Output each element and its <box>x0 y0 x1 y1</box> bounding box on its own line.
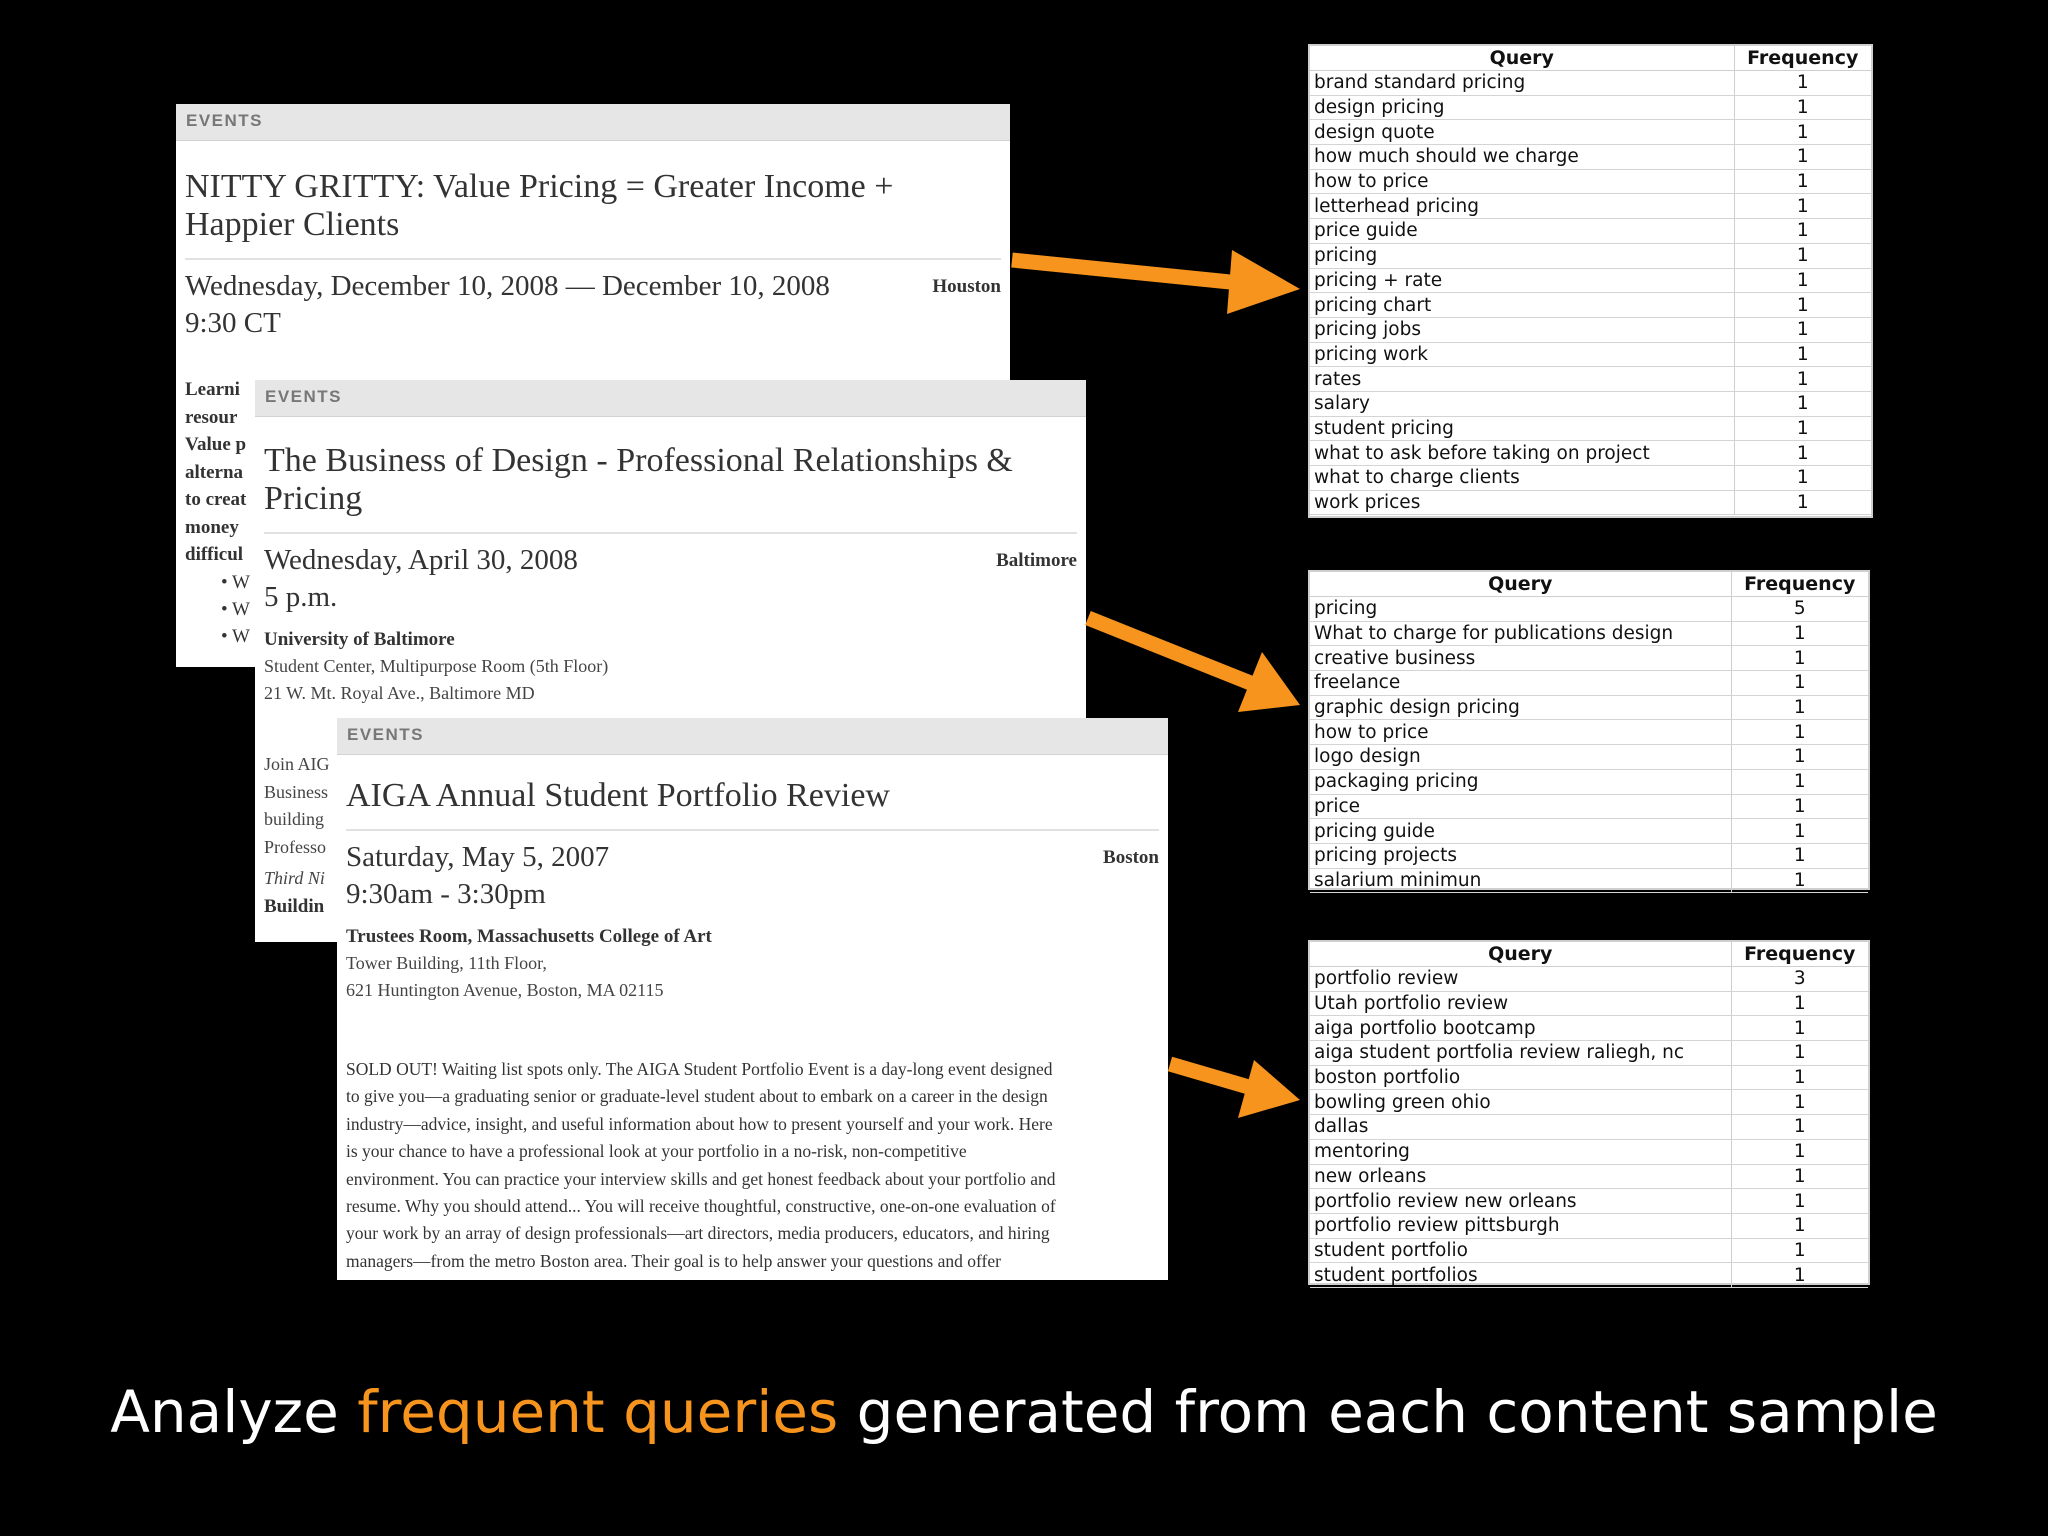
event-subheading-partial: Third Ni <box>264 868 325 888</box>
event-title[interactable]: The Business of Design - Professional Relationships & <box>264 442 1013 479</box>
query-cell: logo design <box>1310 745 1731 770</box>
column-header-query[interactable]: Query <box>1310 46 1734 71</box>
query-cell: work prices <box>1310 490 1734 515</box>
list-item: • W <box>221 571 250 593</box>
event-text-partial: Join AIG <box>264 754 330 774</box>
frequency-cell: 1 <box>1731 819 1868 844</box>
description-line: managers—from the metro Boston area. Their goal is to help answer your questions and offer <box>346 1250 1001 1271</box>
description-line: is your chance to have a professional look at your portfolio in a no-risk, non-competitive <box>346 1141 967 1162</box>
event-title[interactable]: Pricing <box>264 480 363 517</box>
event-city: Houston <box>932 276 1001 297</box>
query-cell: student portfolios <box>1310 1263 1731 1288</box>
venue-address: 21 W. Mt. Royal Ave., Baltimore MD <box>264 683 535 703</box>
event-title[interactable]: Happier Clients <box>185 206 400 243</box>
query-cell: bowling green ohio <box>1310 1090 1731 1115</box>
list-item: • W <box>221 625 250 647</box>
description-line: your work by an array of design professionals—art directors, media producers, educators, and hiring <box>346 1223 1050 1244</box>
frequency-cell: 1 <box>1731 769 1868 794</box>
frequency-cell: 3 <box>1731 967 1868 992</box>
frequency-cell: 1 <box>1731 745 1868 770</box>
query-cell: boston portfolio <box>1310 1065 1731 1090</box>
event-text-partial: Value p <box>185 434 247 455</box>
event-text-partial: alterna <box>185 461 244 483</box>
query-cell: salary <box>1310 391 1734 416</box>
frequency-cell: 1 <box>1731 1263 1868 1288</box>
frequency-cell: 1 <box>1734 268 1871 293</box>
frequency-cell: 1 <box>1734 391 1871 416</box>
event-time: 9:30am - 3:30pm <box>346 878 546 910</box>
frequency-cell: 5 <box>1731 597 1868 622</box>
caption-text: Analyze <box>110 1378 358 1446</box>
query-cell: price guide <box>1310 219 1734 244</box>
query-cell: pricing + rate <box>1310 268 1734 293</box>
frequency-cell: 1 <box>1734 466 1871 491</box>
frequency-cell: 1 <box>1734 120 1871 145</box>
query-cell: freelance <box>1310 671 1731 696</box>
description-line: to give you—a graduating senior or graduate-level student about to embark on a career in the design <box>346 1086 1048 1107</box>
event-time: 5 p.m. <box>264 581 338 613</box>
query-cell: pricing jobs <box>1310 317 1734 342</box>
frequency-cell: 1 <box>1734 169 1871 194</box>
query-cell: student portfolio <box>1310 1238 1731 1263</box>
frequency-cell: 1 <box>1731 671 1868 696</box>
query-cell: pricing <box>1310 597 1731 622</box>
events-header: EVENTS <box>255 380 1086 417</box>
arrow-right-icon <box>1012 250 1300 314</box>
frequency-cell: 1 <box>1731 1016 1868 1041</box>
venue-name: University of Baltimore <box>264 629 455 650</box>
query-cell: price <box>1310 794 1731 819</box>
event-text-partial: to creat <box>185 489 247 510</box>
query-cell: what to charge clients <box>1310 466 1734 491</box>
event-city: Boston <box>1103 847 1159 868</box>
frequency-cell: 1 <box>1734 71 1871 96</box>
frequency-cell: 1 <box>1731 1090 1868 1115</box>
event-text-partial: Professo <box>264 836 326 857</box>
event-text-partial: difficul <box>185 544 244 565</box>
venue-address: Tower Building, 11th Floor, <box>346 953 547 973</box>
frequency-cell: 1 <box>1731 1164 1868 1189</box>
query-cell: creative business <box>1310 646 1731 671</box>
query-cell: new orleans <box>1310 1164 1731 1189</box>
query-cell: pricing work <box>1310 342 1734 367</box>
query-cell: dallas <box>1310 1115 1731 1140</box>
frequency-cell: 1 <box>1734 367 1871 392</box>
description-line: resume. Why you should attend... You will receive thoughtful, constructive, one-on-one evaluation of <box>346 1196 1056 1217</box>
query-cell: graphic design pricing <box>1310 695 1731 720</box>
event-title[interactable]: AIGA Annual Student Portfolio Review <box>346 777 890 814</box>
description-line: SOLD OUT! Waiting list spots only. The AIGA Student Portfolio Event is a day-long event designed <box>346 1059 1053 1079</box>
column-header-frequency[interactable]: Frequency <box>1731 572 1868 597</box>
query-cell: portfolio review pittsburgh <box>1310 1213 1731 1238</box>
query-cell: pricing guide <box>1310 819 1731 844</box>
arrow-right-icon <box>1088 618 1300 712</box>
query-cell: rates <box>1310 367 1734 392</box>
frequency-cell: 1 <box>1731 695 1868 720</box>
query-cell: Utah portfolio review <box>1310 991 1731 1016</box>
frequency-cell: 1 <box>1731 1065 1868 1090</box>
query-cell: student pricing <box>1310 416 1734 441</box>
frequency-cell: 1 <box>1731 991 1868 1016</box>
query-cell: pricing <box>1310 243 1734 268</box>
query-cell: portfolio review <box>1310 967 1731 992</box>
query-cell: what to ask before taking on project <box>1310 441 1734 466</box>
venue-address: Student Center, Multipurpose Room (5th Floor) <box>264 656 609 676</box>
column-header-frequency[interactable]: Frequency <box>1734 46 1871 71</box>
event-text-partial: building <box>264 809 325 829</box>
frequency-cell: 1 <box>1731 1213 1868 1238</box>
frequency-cell: 1 <box>1734 342 1871 367</box>
frequency-cell: 1 <box>1731 1238 1868 1263</box>
frequency-cell: 1 <box>1731 720 1868 745</box>
frequency-cell: 1 <box>1731 1139 1868 1164</box>
event-date: Wednesday, April 30, 2008 <box>264 544 578 576</box>
slide-caption <box>0 1378 2048 1446</box>
query-cell: aiga student portfolia review raliegh, nc <box>1310 1041 1731 1066</box>
frequency-cell: 1 <box>1731 1041 1868 1066</box>
query-cell: how to price <box>1310 169 1734 194</box>
query-cell: design pricing <box>1310 95 1734 120</box>
frequency-cell: 1 <box>1734 145 1871 170</box>
frequency-cell: 1 <box>1731 868 1868 893</box>
description-line: industry—advice, insight, and useful information about how to present yourself and your work. Here <box>346 1113 1053 1134</box>
query-cell: how much should we charge <box>1310 145 1734 170</box>
arrow-right-icon <box>1170 1060 1300 1118</box>
frequency-cell: 1 <box>1731 621 1868 646</box>
frequency-cell: 1 <box>1734 95 1871 120</box>
frequency-cell: 1 <box>1734 416 1871 441</box>
frequency-cell: 1 <box>1734 219 1871 244</box>
query-cell: pricing chart <box>1310 293 1734 318</box>
query-cell: mentoring <box>1310 1139 1731 1164</box>
frequency-cell: 1 <box>1731 794 1868 819</box>
frequency-cell: 1 <box>1734 317 1871 342</box>
event-date: Wednesday, December 10, 2008 — December 10, 2008 <box>185 270 830 302</box>
query-cell: how to price <box>1310 720 1731 745</box>
event-time: 9:30 CT <box>185 307 281 339</box>
query-cell: letterhead pricing <box>1310 194 1734 219</box>
query-cell: brand standard pricing <box>1310 71 1734 96</box>
event-text-partial: Business <box>264 781 329 802</box>
frequency-cell: 1 <box>1731 1189 1868 1214</box>
query-cell: salarium minimun <box>1310 868 1731 893</box>
column-header-frequency[interactable]: Frequency <box>1731 942 1868 967</box>
event-text-partial: resour <box>185 406 238 428</box>
query-cell: portfolio review new orleans <box>1310 1189 1731 1214</box>
column-header-query[interactable]: Query <box>1310 572 1731 597</box>
frequency-cell: 1 <box>1731 1115 1868 1140</box>
frequency-cell: 1 <box>1734 293 1871 318</box>
frequency-cell: 1 <box>1731 843 1868 868</box>
frequency-cell: 1 <box>1731 646 1868 671</box>
column-header-query[interactable]: Query <box>1310 942 1731 967</box>
query-cell: What to charge for publications design <box>1310 621 1731 646</box>
events-header: EVENTS <box>337 718 1168 755</box>
event-date: Saturday, May 5, 2007 <box>346 841 610 873</box>
events-header: EVENTS <box>176 104 1010 141</box>
frequency-cell: 1 <box>1734 243 1871 268</box>
event-text-partial: Buildin <box>264 895 325 917</box>
frequency-cell: 1 <box>1734 194 1871 219</box>
query-cell: packaging pricing <box>1310 769 1731 794</box>
event-title[interactable]: NITTY GRITTY: Value Pricing = Greater Income + <box>185 168 894 205</box>
query-cell: design quote <box>1310 120 1734 145</box>
venue-address: 621 Huntington Avenue, Boston, MA 02115 <box>346 980 664 1000</box>
frequency-cell: 1 <box>1734 441 1871 466</box>
event-city: Baltimore <box>996 550 1077 571</box>
event-text-partial: Learni <box>185 379 240 400</box>
description-line: environment. You can practice your interview skills and get honest feedback about your portfolio and <box>346 1168 1056 1189</box>
query-cell: pricing projects <box>1310 843 1731 868</box>
list-item: • W <box>221 598 250 620</box>
venue-name: Trustees Room, Massachusetts College of Art <box>346 926 712 947</box>
frequency-cell: 1 <box>1734 490 1871 515</box>
query-cell: aiga portfolio bootcamp <box>1310 1016 1731 1041</box>
caption-highlight: frequent queries <box>357 1378 839 1446</box>
event-text-partial: money <box>185 516 239 538</box>
caption-text: generated from each content sample <box>838 1378 1938 1446</box>
